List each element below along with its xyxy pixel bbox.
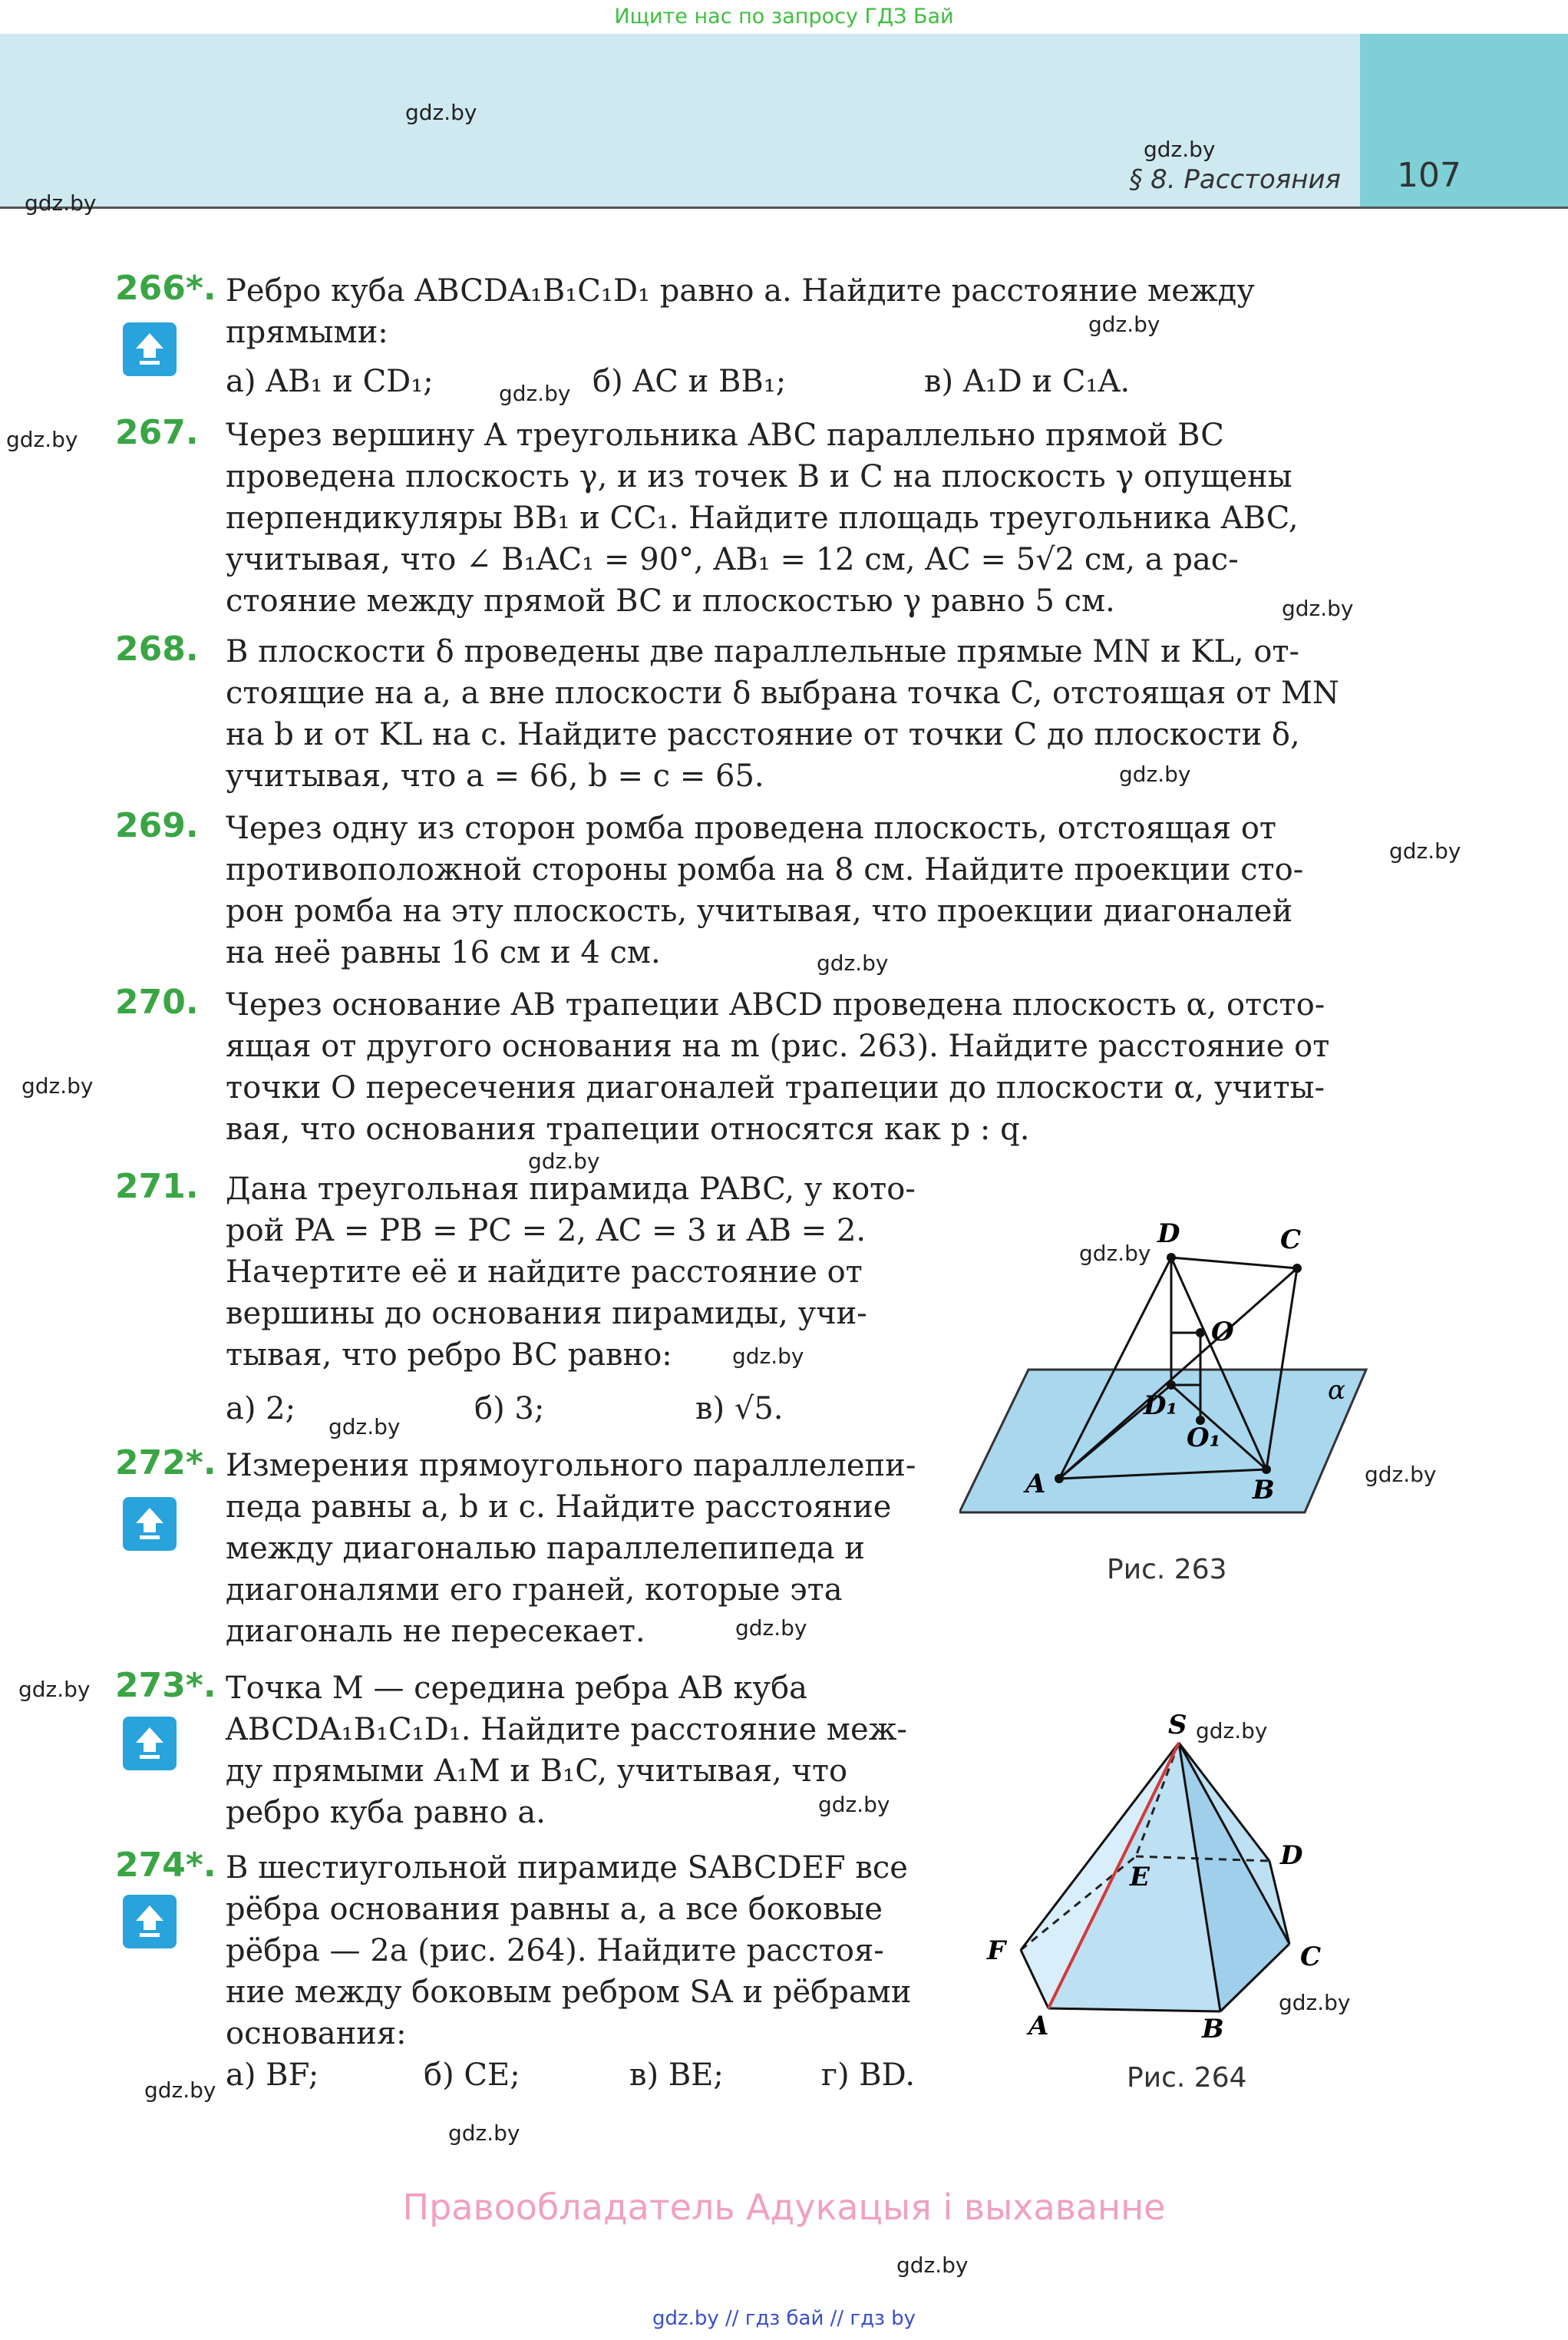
watermark: gdz.by	[896, 2252, 969, 2278]
watermark: gdz.by	[1079, 1241, 1151, 1266]
text-line: В плоскости δ проведены две параллельные прямые MN и KL, от-	[226, 634, 1300, 669]
label-O1: O₁	[1187, 1423, 1221, 1453]
problem-number-268: 268.	[115, 630, 199, 669]
option: г) BD.	[821, 2057, 916, 2093]
text-line: между диагональю параллелепипеда и	[226, 1531, 865, 1566]
label-E: E	[1130, 1862, 1150, 1892]
problem-number-273: 273*.	[115, 1666, 216, 1705]
text-line: основания:	[226, 2016, 407, 2051]
problem-number-271: 271.	[115, 1167, 199, 1206]
watermark: gdz.by	[6, 427, 78, 452]
text-line: точки O пересечения диагоналей трапеции до плоскости α, учиты-	[226, 1070, 1325, 1106]
header-page-tab	[1360, 34, 1568, 207]
problem-number-266: 266*.	[115, 269, 216, 308]
option: б) AC и BB₁;	[593, 364, 787, 399]
option: в) √5.	[695, 1391, 784, 1426]
problem-text-272	[226, 1445, 926, 1652]
text-line: Дана треугольная пирамида PABC, у кото-	[226, 1172, 916, 1207]
option: а) AB₁ и CD₁;	[226, 364, 434, 399]
watermark: gdz.by	[732, 1344, 804, 1369]
option: а) 2;	[226, 1391, 296, 1426]
watermark: gdz.by	[1279, 1990, 1351, 2015]
text-line: ние между боковым ребром SA и рёбрами	[226, 1975, 912, 2010]
watermark: gdz.by	[144, 2077, 216, 2103]
watermark: gdz.by	[1088, 312, 1160, 337]
label-B: B	[1202, 2014, 1224, 2042]
text-line: рёбра основания равны a, а все боковые	[226, 1892, 883, 1927]
text-line: вершины до основания пирамиды, учи-	[226, 1296, 867, 1331]
problem-number-269: 269.	[115, 806, 199, 845]
problem-text-267	[226, 415, 1360, 622]
options-271	[226, 1388, 926, 1429]
text-line: ABCDA₁B₁C₁D₁. Найдите расстояние меж-	[226, 1712, 907, 1747]
problem-number-270: 270.	[115, 983, 199, 1022]
up-arrow-icon	[123, 1895, 177, 1948]
label-B: B	[1253, 1475, 1275, 1505]
upload-badge-273[interactable]	[123, 1717, 177, 1770]
text-line: Начертите её и найдите расстояние от	[226, 1254, 863, 1290]
watermark: gdz.by	[21, 1073, 94, 1099]
text-line: стоящие на a, а вне плоскости δ выбрана точка C, отстоящая от MN	[226, 676, 1339, 711]
upload-badge-272[interactable]	[123, 1497, 177, 1551]
text-line: Через вершину A треугольника ABC параллельно прямой BC	[226, 418, 1224, 453]
label-F: F	[987, 1935, 1006, 1966]
problem-number-267: 267.	[115, 413, 199, 452]
problem-text-266	[226, 270, 1360, 353]
watermark: gdz.by	[499, 381, 571, 406]
watermark: gdz.by	[1196, 1718, 1268, 1743]
text-line: В шестиугольной пирамиде SABCDEF все	[226, 1850, 908, 1886]
watermark: gdz.by	[1365, 1462, 1437, 1487]
text-line: ребро куба равно a.	[226, 1795, 546, 1830]
copyright-notice: Правообладатель Адукацыя і выхаванне	[402, 2186, 1166, 2228]
up-arrow-icon	[123, 1497, 177, 1551]
text-line: Ребро куба ABCDA₁B₁C₁D₁ равно a. Найдите расстояние между	[226, 273, 1255, 309]
label-A: A	[1025, 1469, 1046, 1499]
text-line: рёбра — 2a (рис. 264). Найдите расстоя-	[226, 1933, 884, 1968]
watermark: gdz.by	[818, 1792, 890, 1817]
page-number: 107	[1397, 156, 1461, 195]
options-266	[226, 361, 1360, 402]
label-D: D	[1280, 1840, 1303, 1871]
option: б) CE;	[424, 2057, 520, 2093]
watermark: gdz.by	[817, 950, 889, 976]
text-line: противоположной стороны ромба на 8 см. Найдите проекции сто-	[226, 852, 1304, 887]
label-C: C	[1300, 1942, 1322, 1972]
up-arrow-icon	[123, 1717, 177, 1770]
problem-text-270	[226, 984, 1360, 1150]
up-arrow-icon	[123, 322, 177, 376]
header-divider	[0, 207, 1568, 209]
text-line: Через одну из сторон ромба проведена плоскость, отстоящая от	[226, 811, 1277, 846]
label-S: S	[1168, 1710, 1187, 1740]
text-line: диагоналями его граней, которые эта	[226, 1572, 843, 1608]
text-line: рой PA = PB = PC = 2, AC = 3 и AB = 2.	[226, 1213, 867, 1248]
text-line: Измерения прямоугольного параллелепи-	[226, 1448, 916, 1483]
watermark: gdz.by	[1282, 596, 1354, 621]
text-line: перпендикуляры BB₁ и CC₁. Найдите площадь треугольника ABC,	[226, 501, 1299, 536]
text-line: стояние между прямой BC и плоскостью γ равно 5 см.	[226, 583, 1115, 619]
upload-badge-274[interactable]	[123, 1895, 177, 1948]
problem-text-271	[226, 1168, 926, 1376]
label-alpha: α	[1328, 1375, 1345, 1406]
text-line: проведена плоскость γ, и из точек B и C на плоскость γ опущены	[226, 459, 1292, 494]
option: а) BF;	[226, 2057, 319, 2093]
watermark: gdz.by	[735, 1615, 807, 1641]
figure-264	[975, 1704, 1374, 2042]
bottom-links[interactable]: gdz.by // гдз бай // гдз by	[652, 2307, 916, 2330]
problem-number-274: 274*.	[115, 1846, 216, 1885]
label-D1: D₁	[1144, 1390, 1178, 1421]
problem-text-268	[226, 631, 1360, 797]
text-line: учитывая, что a = 66, b = c = 65.	[226, 759, 764, 794]
label-O: O	[1211, 1317, 1234, 1347]
top-banner[interactable]: Ищите нас по запросу ГДЗ Бай	[614, 5, 954, 28]
text-line: вая, что основания трапеции относятся как p : q.	[226, 1112, 1030, 1147]
text-line: учитывая, что ∠ B₁AC₁ = 90°, AB₁ = 12 см, AC = 5√2 см, а рас-	[226, 542, 1239, 577]
label-A: A	[1028, 2011, 1049, 2041]
watermark: gdz.by	[25, 190, 97, 216]
problem-text-269	[226, 808, 1360, 973]
text-line: Через основание AB трапеции ABCD проведена плоскость α, отсто-	[226, 987, 1325, 1023]
text-line: на неё равны 16 см и 4 см.	[226, 935, 661, 970]
watermark: gdz.by	[18, 1677, 91, 1702]
problem-number-272: 272*.	[115, 1443, 216, 1482]
watermark: gdz.by	[328, 1414, 401, 1439]
upload-badge-266[interactable]	[123, 322, 177, 376]
figure-263-caption: Рис. 263	[1107, 1554, 1227, 1585]
watermark: gdz.by	[1119, 762, 1191, 787]
section-title: § 8. Расстояния	[1129, 164, 1341, 195]
watermark: gdz.by	[448, 2120, 520, 2146]
figure-263	[959, 1205, 1374, 1528]
option: в) A₁D и C₁A.	[924, 364, 1131, 399]
options-274	[226, 2054, 926, 2096]
watermark: gdz.by	[1144, 137, 1216, 162]
figure-264-caption: Рис. 264	[1127, 2062, 1247, 2094]
label-C: C	[1280, 1225, 1302, 1255]
problem-text-273	[226, 1667, 926, 1833]
text-line: ящая от другого основания на m (рис. 263). Найдите расстояние от	[226, 1029, 1330, 1064]
watermark: gdz.by	[528, 1149, 600, 1174]
text-line: на b и от KL на c. Найдите расстояние от точки C до плоскости δ,	[226, 717, 1300, 752]
option: в) BE;	[629, 2057, 724, 2093]
watermark: gdz.by	[1389, 838, 1461, 864]
text-line: прямыми:	[226, 315, 388, 350]
label-D: D	[1157, 1218, 1180, 1249]
problem-text-274	[226, 1847, 926, 2054]
watermark: gdz.by	[405, 100, 477, 125]
text-line: диагональ не пересекает.	[226, 1614, 645, 1649]
text-line: рон ромба на эту плоскость, учитывая, что проекции диагоналей	[226, 894, 1293, 929]
text-line: ду прямыми A₁M и B₁C, учитывая, что	[226, 1753, 848, 1789]
text-line: тывая, что ребро BC равно:	[226, 1337, 672, 1373]
text-line: Точка M — середина ребра AB куба	[226, 1671, 808, 1706]
option: б) 3;	[474, 1391, 545, 1426]
text-line: педа равны a, b и c. Найдите расстояние	[226, 1489, 892, 1525]
